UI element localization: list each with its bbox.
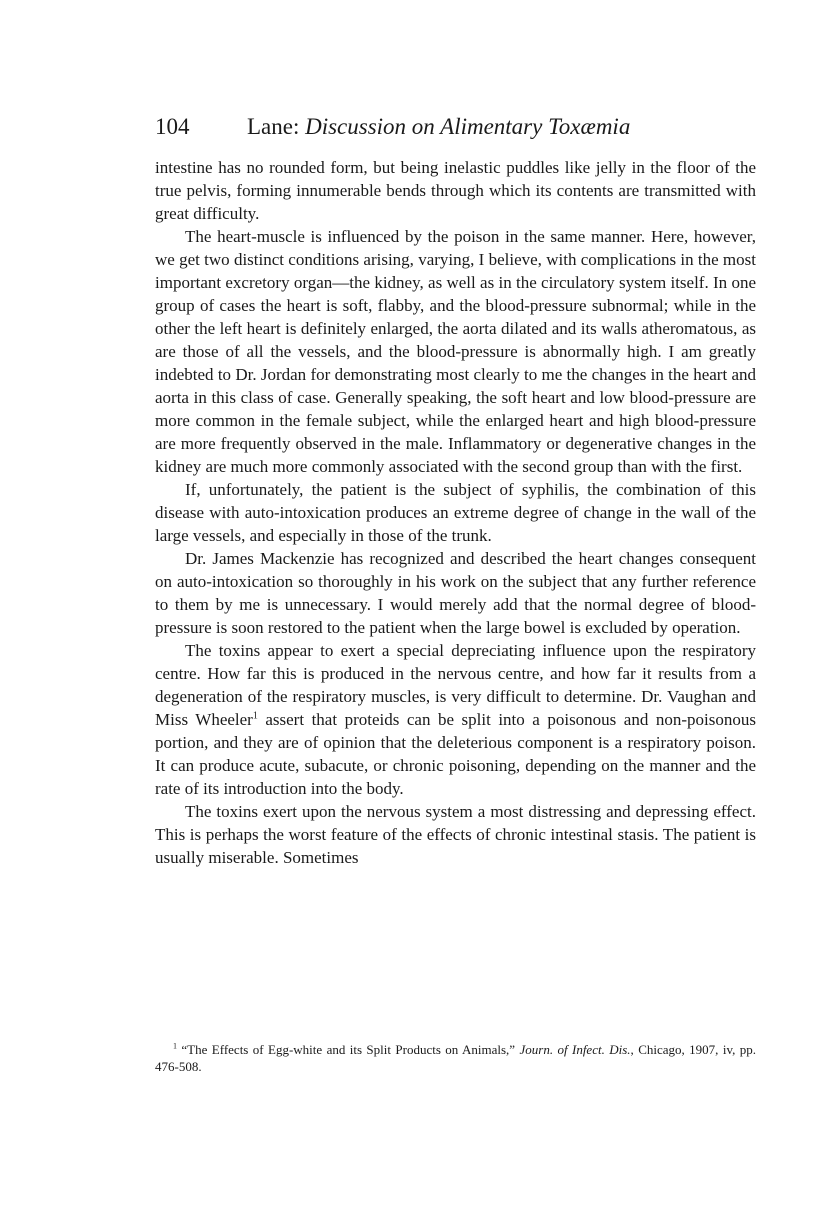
paragraph: The toxins exert upon the nervous system a most distressing and depressing effect. This is perhaps the worst feature of the effects of chronic intestinal stasis. The patient is usually miserable. Sometimes	[155, 802, 756, 867]
paragraph-text: assert that proteids can be split into a poisonous and non-poisonous portion, and they are of opinion that the deleterious component is a respiratory poison. It can produce acute, subacute, or chronic poisoning, depending on the manner and the rate of its introduction into the body.	[155, 710, 756, 798]
footnote-text: “The Effects of Egg-white and its Split Products on Animals,”	[181, 1042, 520, 1057]
header-title: Discussion on Alimentary Toxæmia	[305, 114, 631, 139]
footnote-text-end: , Chicago, 1907, iv, pp. 476-508.	[155, 1042, 757, 1074]
paragraph: If, unfortunately, the patient is the subject of syphilis, the combination of this disease with auto-intoxication produces an extreme degree of change in the wall of the large vessels, and especially in those of the trunk.	[155, 480, 756, 545]
paragraph: intestine has no rounded form, but being inelastic puddles like jelly in the floor of the true pelvis, forming innumerable bends through which its contents are transmitted with great difficulty.	[155, 158, 756, 223]
page-number: 104	[155, 114, 190, 139]
body-text	[155, 156, 756, 869]
running-header	[155, 112, 760, 142]
header-separator: :	[292, 114, 306, 139]
footnote-journal: Journ. of Infect. Dis.	[519, 1042, 631, 1057]
paragraph: Dr. James Mackenzie has recognized and described the heart changes consequent on auto-intoxication so thoroughly in his work on the subject that any further reference to them by me is unnecessary. I would merely add that the normal degree of blood-pressure is soon restored to the patient when the large bowel is excluded by operation.	[155, 549, 756, 637]
paragraph-with-footnote	[155, 639, 756, 800]
footnote-mark: 1	[173, 1041, 177, 1051]
footnote	[155, 1041, 756, 1075]
header-author: Lane	[247, 114, 293, 139]
paragraph-text: The toxins appear to exert a special depreciating influence upon the respiratory centre. How far this is produced in the nervous centre, and how far it results from a degeneration of the respiratory muscles, is very difficult to determine. Dr. Vaughan and Miss Wheeler	[155, 641, 756, 729]
paragraph: The heart-muscle is influenced by the poison in the same manner. Here, however, we get two distinct conditions arising, varying, I believe, with complications in the most important excretory organ—the kidney, as well as in the circulatory system itself. In one group of cases the heart is soft, flabby, and the blood-pressure subnormal; while in the other the left heart is definitely enlarged, the aorta dilated and its walls atheromatous, as are those of all the vessels, and the blood-pressure is abnormally high. I am greatly indebted to Dr. Jordan for demonstrating most clearly to me the changes in the heart and aorta in this class of case. Generally speaking, the soft heart and low blood-pressure are more common in the female subject, while the enlarged heart and high blood-pressure are more frequently observed in the male. Inflammatory or degenerative changes in the kidney are much more commonly associated with the second group than with the first.	[155, 227, 756, 476]
footnote-reference[interactable]: 1	[252, 710, 258, 722]
